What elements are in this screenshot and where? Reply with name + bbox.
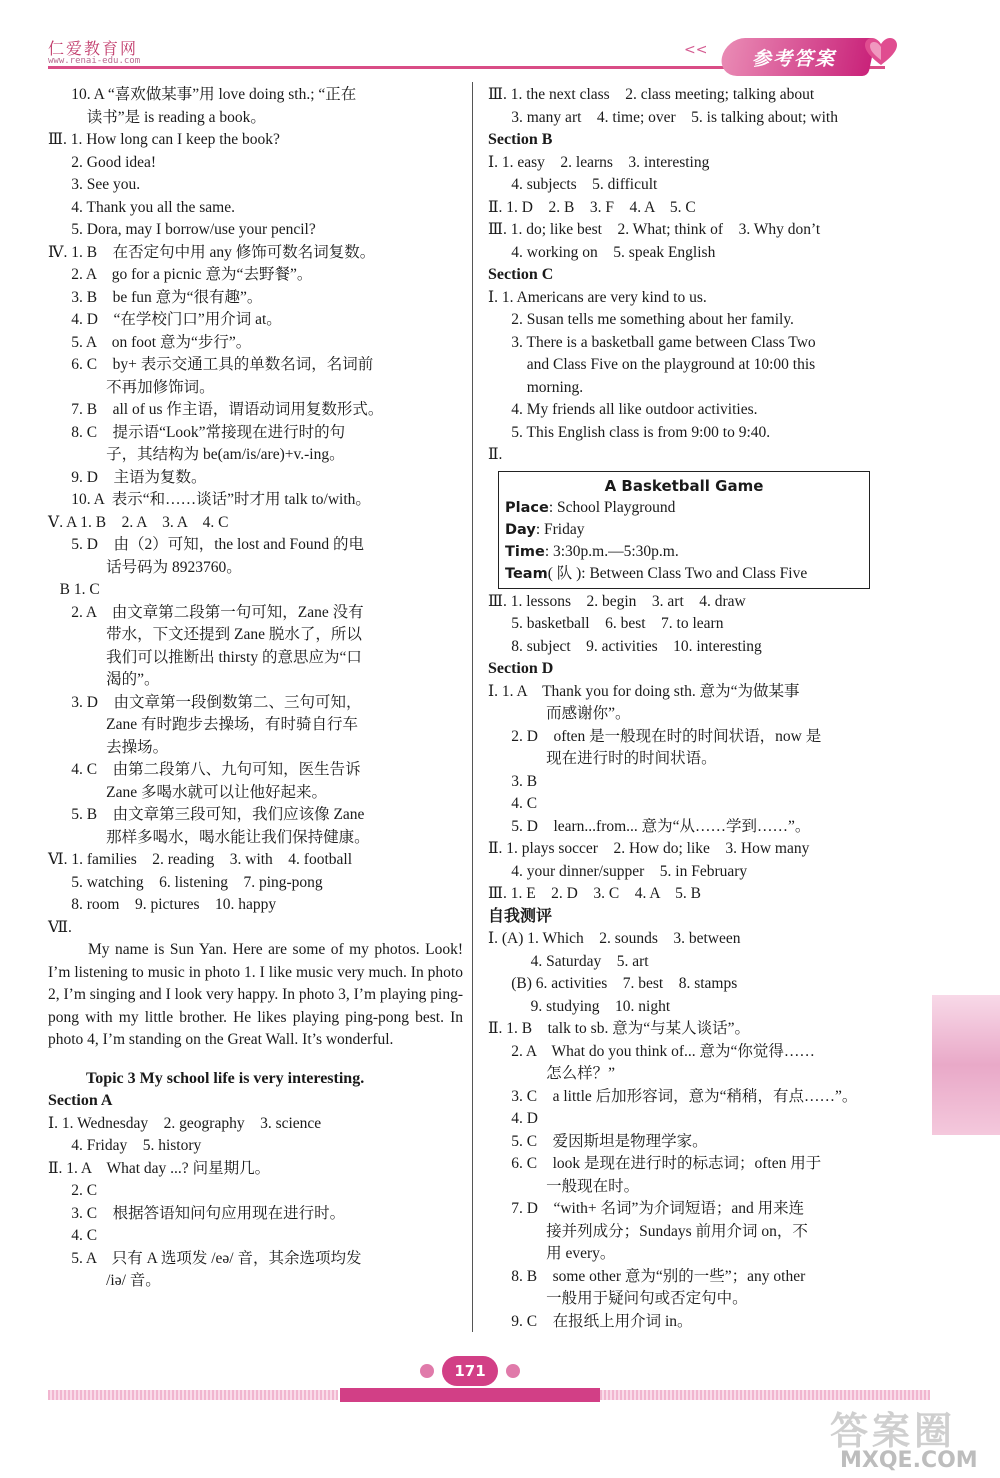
answer-line: Ⅱ. 1. D 2. B 3. F 4. A 5. C: [488, 198, 696, 216]
answer-line: 5. Dora, may I borrow/use your pencil?: [48, 221, 316, 238]
answer-line: 5. This English class is from 9:00 to 9:40.: [488, 423, 771, 441]
answer-line: 10. A 表示“和……谈话”时才用 talk to/with。: [48, 491, 371, 508]
page-header: [0, 0, 1000, 80]
watermark-text: 答案圈: [830, 1409, 957, 1453]
answer-line: 7. B all of us 作主语，谓语动词用复数形式。: [48, 401, 384, 418]
section-heading: 自我测评: [488, 907, 553, 925]
answer-line: 9. studying 10. night: [488, 997, 671, 1015]
answer-line: 6. C look 是现在进行时的标志词；often 用于: [488, 1155, 822, 1172]
answer-line: 5. B 由文章第三段可知，我们应该像 Zane: [48, 806, 365, 823]
section-heading: Section B: [488, 131, 553, 148]
answer-line: 一般用于疑问句或否定句中。: [488, 1290, 748, 1307]
answer-line: 2. A What do you think of... 意为“你觉得……: [488, 1042, 815, 1060]
answer-line: 3. C a little 后加形容词，意为“稍稍，有点……”。: [488, 1087, 858, 1105]
answer-line: morning.: [488, 378, 584, 396]
double-arrow-icon: <<: [684, 42, 708, 58]
answer-line: 用 every。: [488, 1245, 616, 1262]
notice-card-value: ( 队 ): Between Class Two and Class Five: [547, 564, 808, 582]
section-heading: Section C: [488, 266, 554, 283]
notice-card-value: : Friday: [535, 520, 585, 538]
watermark: [830, 1400, 978, 1473]
answer-line: 5. D 由（2）可知，the lost and Found 的电: [48, 536, 365, 553]
answer-line: B 1. C: [48, 581, 100, 598]
answer-line: 子，其结构为 be(am/is/are)+v.-ing。: [48, 446, 345, 463]
answer-line: 3. many art 4. time; over 5. is talking about; with: [488, 108, 838, 126]
answer-line: 4. Thank you all the same.: [48, 198, 235, 216]
notice-card-title: A Basketball Game: [604, 476, 764, 495]
answer-line: 4. Friday 5. history: [48, 1137, 202, 1154]
flower-icon: [420, 1364, 434, 1378]
answer-line: 10. A “喜欢做某事”用 love doing sth.; “正在: [48, 86, 357, 103]
answer-line: Ⅲ. 1. the next class 2. class meeting; talking about: [488, 86, 815, 103]
footer-band-right: [600, 1390, 930, 1400]
answer-line: 4. your dinner/supper 5. in February: [488, 862, 748, 880]
answer-line: 3. There is a basketball game between Class Two: [488, 333, 816, 351]
answer-line: 3. B be fun 意为“很有趣”。: [48, 288, 263, 306]
answer-line: 4. working on 5. speak English: [488, 243, 716, 261]
answer-line: 9. C 在报纸上用介词 in。: [488, 1312, 693, 1330]
page-number: 171: [442, 1356, 498, 1386]
answer-line: Zane 有时跑步去操场，有时骑自行车: [48, 716, 358, 733]
answer-line: 2. D often 是一般现在时的时间状语，now 是: [488, 727, 822, 745]
answer-line: 那样多喝水，喝水能让我们保持健康。: [48, 828, 370, 846]
notice-card-label: Team: [505, 565, 548, 582]
column-divider: [472, 82, 473, 1332]
answer-line: 一般现在时。: [488, 1177, 640, 1195]
answer-line: 4. D: [488, 1110, 538, 1127]
answer-line: 怎么样？”: [488, 1065, 616, 1082]
section-heading: Section D: [488, 660, 554, 677]
answer-line: 3. See you.: [48, 176, 141, 193]
notice-card-label: Time: [505, 543, 545, 560]
answer-line: 4. C 由第二段第八、九句可知，医生告诉: [48, 761, 361, 778]
answer-line: 4. C: [488, 795, 538, 812]
answer-line: 4. Saturday 5. art: [488, 952, 649, 970]
notice-card-row: [505, 497, 863, 519]
notice-card-label: Day: [505, 521, 536, 538]
answer-line: Zane 多喝水就可以让他好起来。: [48, 783, 327, 801]
answer-line: 2. Good idea!: [48, 153, 157, 171]
answer-line: Ⅰ. 1. Americans are very kind to us.: [488, 288, 707, 306]
answer-line: 带水，下文还提到 Zane 脱水了，所以: [48, 626, 362, 643]
answer-line: Ⅳ. 1. B 在否定句中用 any 修饰可数名词复数。: [48, 243, 376, 261]
answer-line: Ⅶ.: [48, 918, 72, 936]
heart-icon: [865, 38, 897, 66]
flower-icon: [506, 1364, 520, 1378]
answer-line: Ⅴ. A 1. B 2. A 3. A 4. C: [48, 513, 229, 531]
answer-line: 话号码为 8923760。: [48, 558, 242, 576]
answer-line: 8. subject 9. activities 10. interesting: [488, 637, 762, 655]
notice-card-value: : 3:30p.m.—5:30p.m.: [544, 542, 679, 560]
notice-card: [498, 471, 870, 589]
site-url: www.renai-edu.com: [48, 56, 141, 66]
answer-line: 8. room 9. pictures 10. happy: [48, 896, 277, 913]
right-column: [488, 84, 898, 1333]
answer-line: 我们可以推断出 thirsty 的意思应为“口: [48, 648, 362, 666]
answer-line: Ⅰ. 1. easy 2. learns 3. interesting: [488, 153, 710, 171]
notice-card-row: [505, 541, 863, 563]
answer-line: 不再加修饰词。: [48, 378, 215, 396]
notice-card-label: Place: [505, 499, 549, 516]
answer-line: Ⅱ. 1. A What day ...? 问星期几。: [48, 1159, 271, 1177]
answer-line: 去操场。: [48, 738, 169, 756]
answer-line: 2. A go for a picnic 意为“去野餐”。: [48, 266, 313, 283]
answer-line: Ⅰ. 1. Wednesday 2. geography 3. science: [48, 1114, 322, 1132]
answer-line: Ⅲ. 1. E 2. D 3. C 4. A 5. B: [488, 885, 702, 902]
answer-line: 4. D “在学校门口”用介词 at。: [48, 311, 282, 328]
answer-line: 渴的”。: [48, 671, 160, 688]
notice-card-row: [505, 563, 863, 585]
footer-band-center: [340, 1388, 600, 1402]
footer-band-left: [48, 1390, 338, 1400]
answer-line: 8. C 提示语“Look”常接现在进行时的句: [48, 423, 346, 441]
answer-line: 2. A 由文章第二段第一句可知，Zane 没有: [48, 603, 364, 621]
answer-line: 7. D “with+ 名词”为介词短语；and 用来连: [488, 1200, 805, 1217]
answer-line: 5. A on foot 意为“步行”。: [48, 333, 252, 351]
answer-line: 4. My friends all like outdoor activities.: [488, 401, 758, 418]
answer-line: 4. subjects 5. difficult: [488, 176, 658, 193]
answer-line: 9. D 主语为复数。: [48, 468, 207, 486]
notice-card-value: : School Playground: [548, 498, 676, 516]
answer-line: 3. D 由文章第一段倒数第二、三句可知，: [48, 693, 362, 711]
answer-line: and Class Five on the playground at 10:00 this: [488, 356, 816, 373]
answer-line: Ⅱ.: [488, 446, 503, 463]
answer-line: Ⅱ. 1. plays soccer 2. How do; like 3. How many: [488, 840, 810, 857]
answer-line: 接并列成分；Sundays 前用介词 on，不: [488, 1222, 808, 1240]
left-column: [48, 84, 463, 1293]
site-logo: 仁爱教育网: [48, 39, 139, 58]
answer-line: 3. C 根据答语知问句应用现在进行时。: [48, 1204, 346, 1222]
answer-line: Ⅲ. 1. lessons 2. begin 3. art 4. draw: [488, 592, 746, 610]
watermark-url: MXQE.COM: [840, 1448, 978, 1473]
answer-line: 现在进行时的时间状语。: [488, 750, 717, 767]
answer-line: Ⅰ. 1. A Thank you for doing sth. 意为“为做某事: [488, 682, 800, 700]
section-heading: Section A: [48, 1092, 113, 1109]
answer-line: 2. C: [48, 1182, 98, 1199]
side-tab-decoration: [932, 995, 1000, 1135]
answer-line: 3. B: [488, 772, 538, 790]
answer-line: 读书”是 is reading a book。: [48, 108, 266, 126]
answer-line: /iə/ 音。: [48, 1272, 161, 1289]
answer-line: 4. C: [48, 1227, 98, 1244]
answer-line: (B) 6. activities 7. best 8. stamps: [488, 975, 738, 992]
answer-line: 5. C 爱因斯坦是物理学家。: [488, 1132, 708, 1150]
notice-card-row: [505, 519, 863, 541]
answer-line: 5. watching 6. listening 7. ping-pong: [48, 873, 323, 891]
answer-line: 2. Susan tells me something about her family.: [488, 311, 794, 328]
topic-title: Topic 3 My school life is very interesting.: [86, 1069, 365, 1087]
answer-tab-title: 参考答案: [752, 48, 837, 70]
answer-line: Ⅰ. (A) 1. Which 2. sounds 3. between: [488, 930, 741, 947]
answer-line: 5. basketball 6. best 7. to learn: [488, 615, 724, 632]
answer-line: Ⅵ. 1. families 2. reading 3. with 4. football: [48, 851, 353, 868]
answer-line: 而感谢你”。: [488, 705, 631, 722]
answer-line: 6. C by+ 表示交通工具的单数名词，名词前: [48, 356, 374, 373]
answer-line: 5. A 只有 A 选项发 /eə/ 音，其余选项均发: [48, 1249, 362, 1267]
answer-line: Ⅱ. 1. B talk to sb. 意为“与某人谈话”。: [488, 1020, 750, 1037]
answer-line: 5. D learn...from... 意为“从……学到……”。: [488, 817, 811, 835]
answer-line: 8. B some other 意为“别的一些”；any other: [488, 1267, 806, 1285]
answer-line: Ⅲ. 1. do; like best 2. What; think of 3. Why don’t: [488, 221, 821, 238]
answer-paragraph: My name is Sun Yan. Here are some of my photos. Look! I’m listening to music in photo 1. I like music very much. In photo 2, I’m singing and I look very happy. In photo 3, I’m playing ping-pong with my little brother. He likes playing ping-pong best. In photo 4, I’m standing on the Great Wall. It’s wonderful.: [48, 941, 463, 1048]
answer-line: Ⅲ. 1. How long can I keep the book?: [48, 131, 280, 148]
